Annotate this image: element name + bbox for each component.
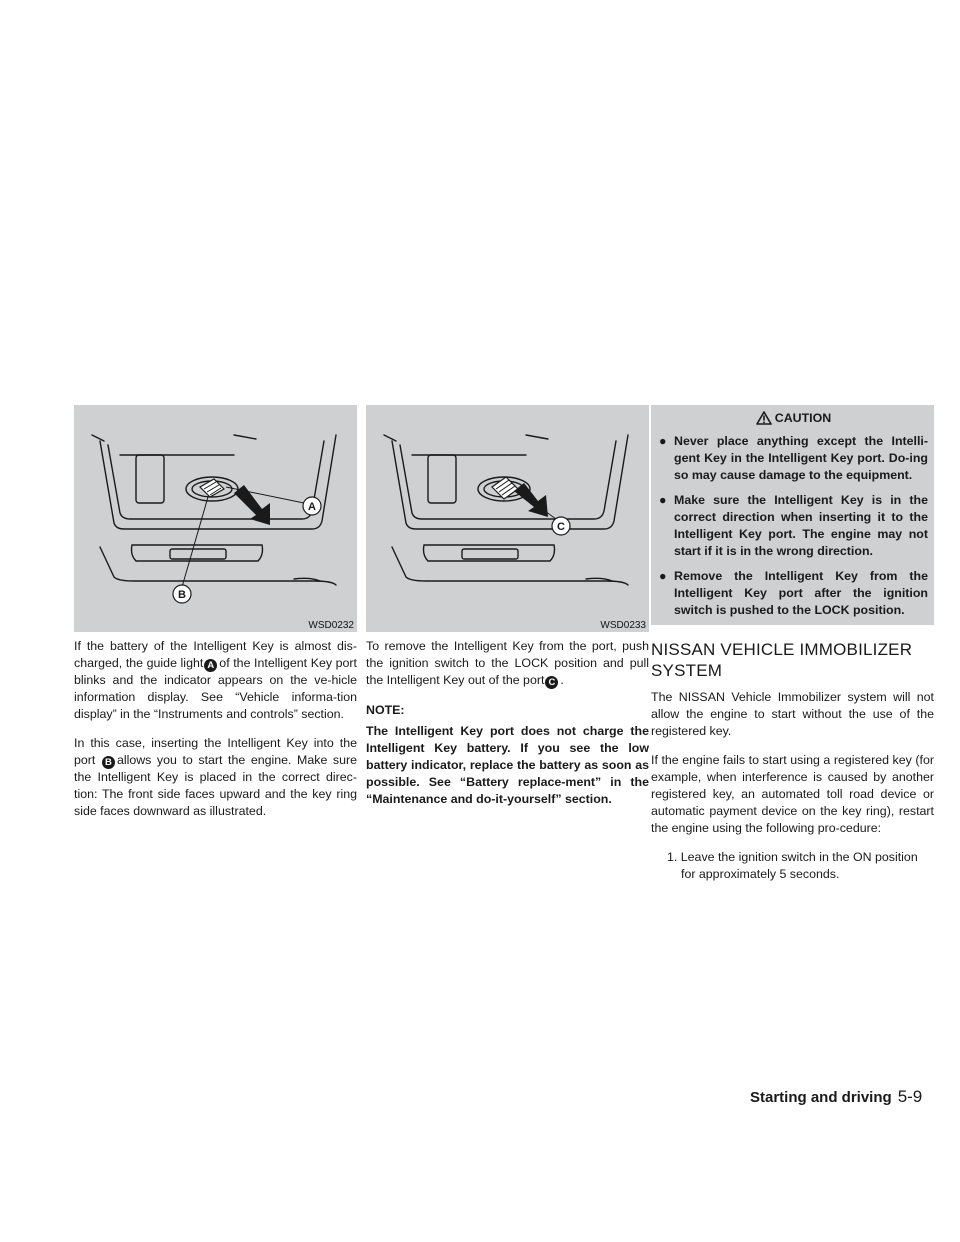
text-segment: of the Intelligent Key port blinks and the indicator appears on the ve-hicle information display. See “Vehicle informa-tion display” in the “Instruments and controls” section. [74,656,357,721]
figure-code: WSD0232 [308,620,354,631]
caution-box [651,405,934,625]
paragraph-remove-key [366,638,649,689]
paragraph-immobilizer-restart: If the engine fails to start using a registered key (for example, when interference is caused by another registered key, an automated toll road device or automatic payment device on the key ring), restart the engine using the following pro-cedure: [651,753,934,835]
page-footer [750,1087,922,1107]
caution-header [659,409,928,433]
figure-label-a: A [308,501,316,513]
bullet-icon: ● [659,493,667,507]
text-segment: allows you to start the engine. Make sure the Intelligent Key is placed in the correct direc-tion: The front side faces upward and the key ring side faces downward as illustrated. [74,753,358,818]
caution-item-text: Never place anything except the Intelli-gent Key in the Intelligent Key port. Do-ing so may cause damage to the equipment. [674,434,928,482]
key-port-diagram [74,405,357,632]
figure-key-port-insert [74,405,357,632]
column-left [74,405,357,832]
figure-label-c: C [557,521,565,533]
caution-item [659,568,928,619]
section-heading: NISSAN VEHICLE IMMOBILIZER SYSTEM [651,640,913,680]
column-right [651,405,934,895]
paragraph-insert-key [74,735,357,820]
bullet-icon: ● [659,569,667,583]
text-segment: . [560,673,564,687]
footer-section: Starting and driving [750,1089,892,1106]
page-number: 5-9 [897,1087,923,1106]
paragraph-immobilizer-intro: The NISSAN Vehicle Immobilizer system will not allow the engine to start without the use of the registered key. [651,690,934,738]
text-segment: To remove the Intelligent Key from the port, push the ignition switch to the LOCK position and pull the Intelligent Key out of the port [366,639,649,687]
figure-label-b: B [178,589,186,601]
figure-key-port-remove [366,405,649,632]
procedure-step-1: 1. Leave the ignition switch in the ON position for approximately 5 seconds. [667,850,918,881]
note-title: NOTE: [366,703,405,717]
text-segment: If the battery of the Intelligent Key is almost dis-charged, the guide light [74,639,357,670]
paragraph-low-battery [74,638,357,723]
callout-c-icon: C [545,676,558,689]
caution-item-text: Remove the Intelligent Key from the Intelligent Key port after the ignition switch is pushed to the LOCK position. [674,569,928,617]
caution-item-text: Make sure the Intelligent Key is in the correct direction when inserting it to the Intelligent Key port. The engine may not start if it is in the wrong direction. [674,493,928,558]
warning-icon [756,411,772,425]
figure-code: WSD0233 [600,620,646,631]
callout-a-icon: A [204,659,217,672]
key-removal-diagram [366,405,649,632]
column-middle [366,405,649,820]
note-body: The Intelligent Key port does not charge the Intelligent Key battery. If you see the low battery indicator, replace the battery as soon as possible. See “Battery replace-ment” in the “Maintenance and do-it-yourself” section. [366,724,649,806]
caution-list [659,433,928,619]
text-segment: In this case, inserting the Intelligent Key into the port [74,736,357,767]
caution-item [659,433,928,484]
caution-title: CAUTION [774,411,832,425]
caution-item [659,492,928,560]
bullet-icon: ● [659,434,667,448]
callout-b-icon: B [102,756,115,769]
